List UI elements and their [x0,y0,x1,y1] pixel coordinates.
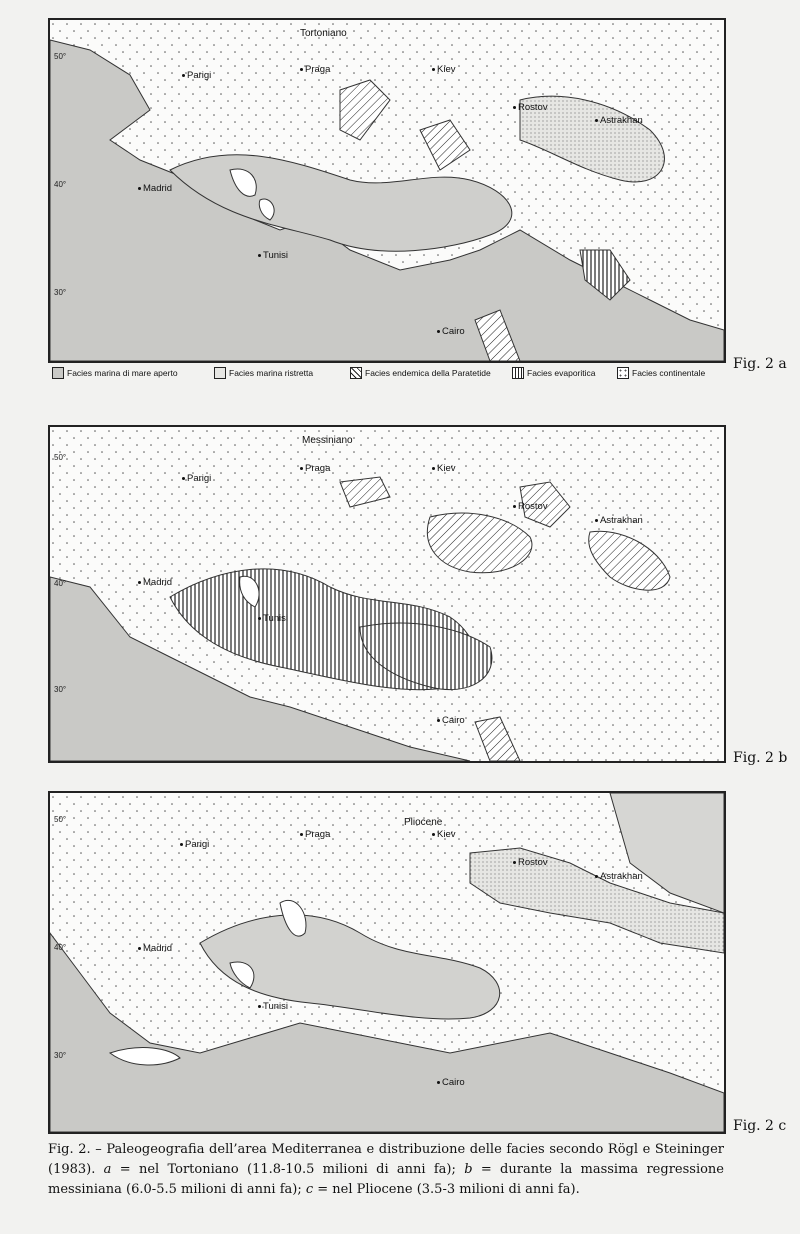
caption-a-symbol: a [103,1162,112,1177]
figure-label-a: Fig. 2 a [733,356,787,372]
city-label: Cairo [437,715,465,726]
legend-swatch-continental [617,367,629,379]
legend-label: Facies marina ristretta [229,368,314,378]
caption-c-text: = nel Pliocene (3.5-3 milioni di anni fa). [313,1182,580,1197]
legend-item-evaporite [512,367,596,379]
city-label: Kiev [432,64,455,75]
latitude-label: 30° [54,1051,67,1060]
city-label: Tunisi [258,250,288,261]
city-label: Madrid [138,577,172,588]
city-label: Madrid [138,183,172,194]
city-label: Praga [300,64,330,75]
latitude-label: 40° [54,579,67,588]
latitude-label: 40° [54,180,67,189]
city-label: Astrakhan [595,115,643,126]
map-panel-b [48,425,726,763]
city-label: Praga [300,463,330,474]
city-label: Astrakhan [595,515,643,526]
city-label: Cairo [437,1077,465,1088]
legend-swatch-evaporite [512,367,524,379]
caption-b-text: = durante la massima regressione messiniana (6.0-5.5 milioni di anni fa); [48,1162,724,1197]
legend-swatch-paratethys [350,367,362,379]
legend-label: Facies marina di mare aperto [67,368,178,378]
city-label: Tunisi [258,613,288,624]
city-label: Kiev [432,829,455,840]
city-label: Rostov [513,857,548,868]
latitude-label: 30° [54,685,67,694]
figure-caption [48,1140,724,1200]
latitude-label: 40° [54,943,67,952]
city-label: Rostov [513,102,548,113]
city-label: Astrakhan [595,871,643,882]
legend-swatch-open-sea [52,367,64,379]
latitude-label: 30° [54,288,67,297]
map-c-title: Pliocene [404,817,443,828]
city-label: Rostov [513,501,548,512]
map-b-graphic [50,427,724,761]
caption-b-symbol: b [464,1162,473,1177]
city-label: Cairo [437,326,465,337]
city-label: Kiev [432,463,455,474]
figure-label-b: Fig. 2 b [733,750,788,766]
legend-label: Facies continentale [632,368,706,378]
legend-label: Facies evaporitica [527,368,596,378]
legend-item-restricted-sea [214,367,313,379]
city-label: Madrid [138,943,172,954]
city-label: Praga [300,829,330,840]
legend-swatch-restricted-sea [214,367,226,379]
map-panel-a [48,18,726,363]
caption-c-symbol: c [305,1182,314,1197]
city-label: Parigi [180,839,209,850]
legend-item-continental [617,367,705,379]
legend-label: Facies endemica della Paratetide [365,368,491,378]
figure-legend [52,364,724,386]
map-b-title: Messiniano [302,435,353,446]
map-c-graphic [50,793,724,1132]
city-label: Tunisi [258,1001,288,1012]
map-panel-c [48,791,726,1134]
latitude-label: 50° [54,815,67,824]
city-label: Parigi [182,70,211,81]
caption-a-text: = nel Tortoniano (11.8-10.5 milioni di anni fa); [111,1162,465,1177]
latitude-label: 50° [54,453,67,462]
legend-item-open-sea [52,367,178,379]
legend-item-paratethys [350,367,491,379]
caption-prefix: Fig. 2. – Paleogeografia dell’area Mediterranea e distribuzione delle facies secondo Rögl e Steininger (1983). [48,1142,724,1177]
figure-label-c: Fig. 2 c [733,1118,787,1134]
map-a-title: Tortoniano [300,28,347,39]
latitude-label: 50° [54,52,67,61]
city-label: Parigi [182,473,211,484]
